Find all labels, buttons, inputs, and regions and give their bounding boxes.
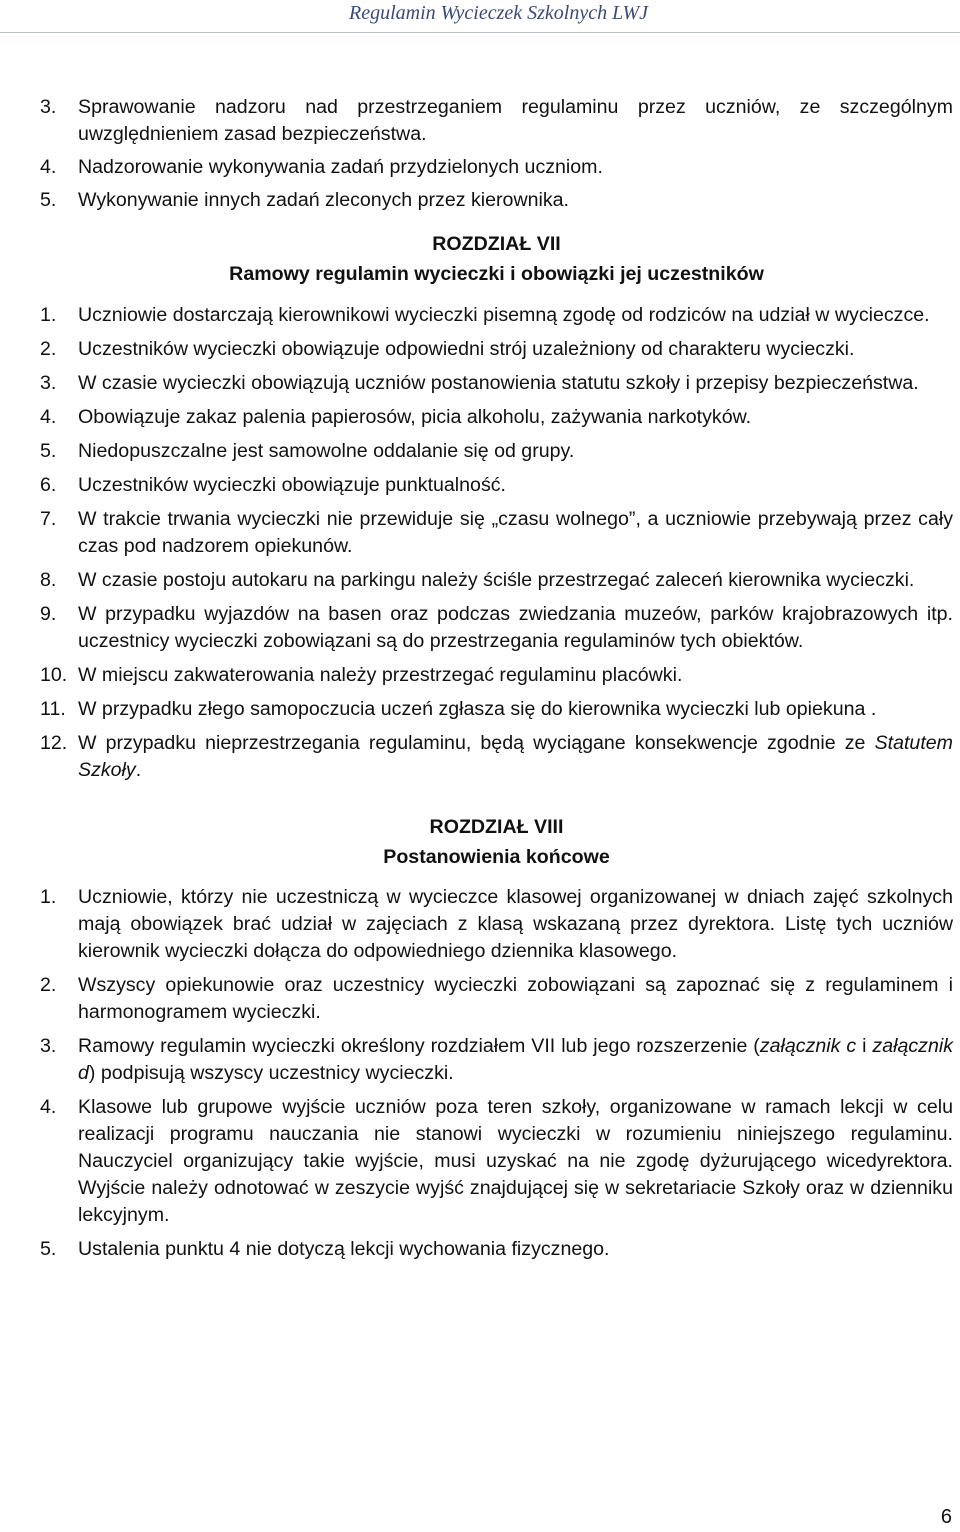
list-item bbox=[40, 336, 953, 363]
attachment-d-reference: załącznik d bbox=[78, 1035, 953, 1084]
chapter-subtitle: Ramowy regulamin wycieczki i obowiązki jej uczestników bbox=[229, 263, 764, 285]
item-number: 4. bbox=[40, 1096, 57, 1118]
item-number: 5. bbox=[40, 189, 57, 211]
document-body bbox=[40, 94, 953, 1270]
list-item bbox=[40, 94, 953, 148]
item-number: 7. bbox=[40, 508, 57, 530]
item-text: W czasie wycieczki obowiązują uczniów postanowienia statutu szkoły i przepisy bezpieczeństwa. bbox=[78, 372, 919, 394]
chapter-8-heading bbox=[40, 812, 953, 872]
item-text: W trakcie trwania wycieczki nie przewiduje się „czasu wolnego”, a uczniowie przebywają przez cały czas pod nadzorem opiekunów. bbox=[78, 508, 953, 557]
chapter-subtitle: Postanowienia końcowe bbox=[383, 846, 610, 868]
item-text: Niedopuszczalne jest samowolne oddalanie się od grupy. bbox=[78, 440, 575, 462]
item-number: 3. bbox=[40, 1035, 57, 1057]
item-text: Uczestników wycieczki obowiązuje punktualność. bbox=[78, 474, 506, 496]
item-number: 11. bbox=[40, 698, 66, 720]
item-number: 1. bbox=[40, 304, 57, 326]
chapter-8-list bbox=[40, 884, 953, 1263]
item-text: W przypadku złego samopoczucia uczeń zgłasza się do kierownika wycieczki lub opiekuna . bbox=[78, 698, 877, 720]
list-item bbox=[40, 601, 953, 655]
statute-reference: Statutem Szkoły bbox=[78, 732, 953, 781]
list-item bbox=[40, 972, 953, 1026]
list-item bbox=[40, 302, 953, 329]
list-item bbox=[40, 567, 953, 594]
chapter-7-list bbox=[40, 302, 953, 784]
list-item bbox=[40, 884, 953, 965]
item-number: 3. bbox=[40, 96, 57, 118]
item-number: 8. bbox=[40, 569, 57, 591]
item-text: Obowiązuje zakaz palenia papierosów, picia alkoholu, zażywania narkotyków. bbox=[78, 406, 752, 428]
list-item bbox=[40, 187, 953, 214]
item-number: 3. bbox=[40, 372, 57, 394]
header-divider bbox=[0, 32, 960, 33]
item-number: 2. bbox=[40, 974, 57, 996]
list-item bbox=[40, 730, 953, 784]
item-number: 5. bbox=[40, 440, 57, 462]
list-item bbox=[40, 662, 953, 689]
item-text: Uczestników wycieczki obowiązuje odpowiedni strój uzależniony od charakteru wycieczki. bbox=[78, 338, 855, 360]
item-text: Wszyscy opiekunowie oraz uczestnicy wycieczki zobowiązani są zapoznać się z regulaminem i harmonogramem wycieczki. bbox=[78, 974, 953, 1023]
list-item bbox=[40, 1094, 953, 1229]
list-item bbox=[40, 370, 953, 397]
list-item bbox=[40, 506, 953, 560]
item-text: Wykonywanie innych zadań zleconych przez kierownika. bbox=[78, 189, 569, 211]
item-number: 6. bbox=[40, 474, 57, 496]
item-text: W czasie postoju autokaru na parkingu należy ściśle przestrzegać zaleceń kierownika wycieczki. bbox=[78, 569, 915, 591]
item-text: Uczniowie, którzy nie uczestniczą w wycieczce klasowej organizowanej w dniach zajęć szkolnych mają obowiązek brać udział w zajęciach z klasą wskazaną przez dyrektora. Listę tych uczniów kierownik wycieczki dołącza do odpowiedniego dziennika klasowego. bbox=[78, 886, 953, 962]
list-item bbox=[40, 1236, 953, 1263]
list-item bbox=[40, 1033, 953, 1087]
item-number: 1. bbox=[40, 886, 57, 908]
header-title: Regulamin Wycieczek Szkolnych LWJ bbox=[349, 2, 648, 24]
item-text: W miejscu zakwaterowania należy przestrzegać regulaminu placówki. bbox=[78, 664, 683, 686]
item-text-tail: . bbox=[135, 759, 142, 781]
item-text: Ramowy regulamin wycieczki określony rozdziałem VII lub jego rozszerzenie ( bbox=[78, 1035, 760, 1057]
item-text: Ustalenia punktu 4 nie dotyczą lekcji wychowania fizycznego. bbox=[78, 1238, 610, 1260]
item-text: Nadzorowanie wykonywania zadań przydzielonych uczniom. bbox=[78, 156, 603, 178]
item-number: 5. bbox=[40, 1238, 57, 1260]
item-number: 10. bbox=[40, 664, 68, 686]
list-item bbox=[40, 404, 953, 431]
item-text: ) podpisują wszyscy uczestnicy wycieczki. bbox=[88, 1062, 454, 1084]
duties-list bbox=[40, 94, 953, 214]
chapter-7-heading bbox=[40, 229, 953, 289]
item-number: 9. bbox=[40, 603, 57, 625]
list-item bbox=[40, 472, 953, 499]
list-item bbox=[40, 154, 953, 181]
item-text: W przypadku nieprzestrzegania regulaminu, będą wyciągane konsekwencje zgodnie ze bbox=[78, 732, 875, 754]
item-text: Uczniowie dostarczają kierownikowi wycieczki pisemną zgodę od rodziców na udział w wycieczce. bbox=[78, 304, 930, 326]
item-number: 4. bbox=[40, 406, 57, 428]
item-number: 12. bbox=[40, 732, 68, 754]
item-number: 4. bbox=[40, 156, 57, 178]
chapter-title: ROZDZIAŁ VII bbox=[432, 233, 561, 255]
item-number: 2. bbox=[40, 338, 57, 360]
page-number: 6 bbox=[940, 1506, 952, 1528]
list-item bbox=[40, 696, 953, 723]
page-header bbox=[0, 0, 960, 30]
item-text: W przypadku wyjazdów na basen oraz podczas zwiedzania muzeów, parków krajobrazowych itp. uczestnicy wycieczki zobowiązani są do przestrzegania regulaminów tych obiektów. bbox=[78, 603, 953, 652]
attachment-c-reference: załącznik c bbox=[759, 1035, 857, 1057]
list-item bbox=[40, 438, 953, 465]
chapter-title: ROZDZIAŁ VIII bbox=[429, 816, 564, 838]
item-text: Klasowe lub grupowe wyjście uczniów poza teren szkoły, organizowane w ramach lekcji w celu realizacji programu nauczania nie stanowi wycieczki w rozumieniu niniejszego regulaminu. Nauczyciel organizujący takie wyjście, musi uzyskać na nie zgodę dyżurującego wicedyrektora. Wyjście należy odnotować w zeszycie wyjść znajdującej się w sekretariacie Szkoły oraz w dzienniku lekcyjnym. bbox=[78, 1096, 953, 1226]
item-text: Sprawowanie nadzoru nad przestrzeganiem regulaminu przez uczniów, ze szczególnym uwzględnieniem zasad bezpieczeństwa. bbox=[78, 96, 953, 145]
item-text: i bbox=[856, 1035, 873, 1057]
